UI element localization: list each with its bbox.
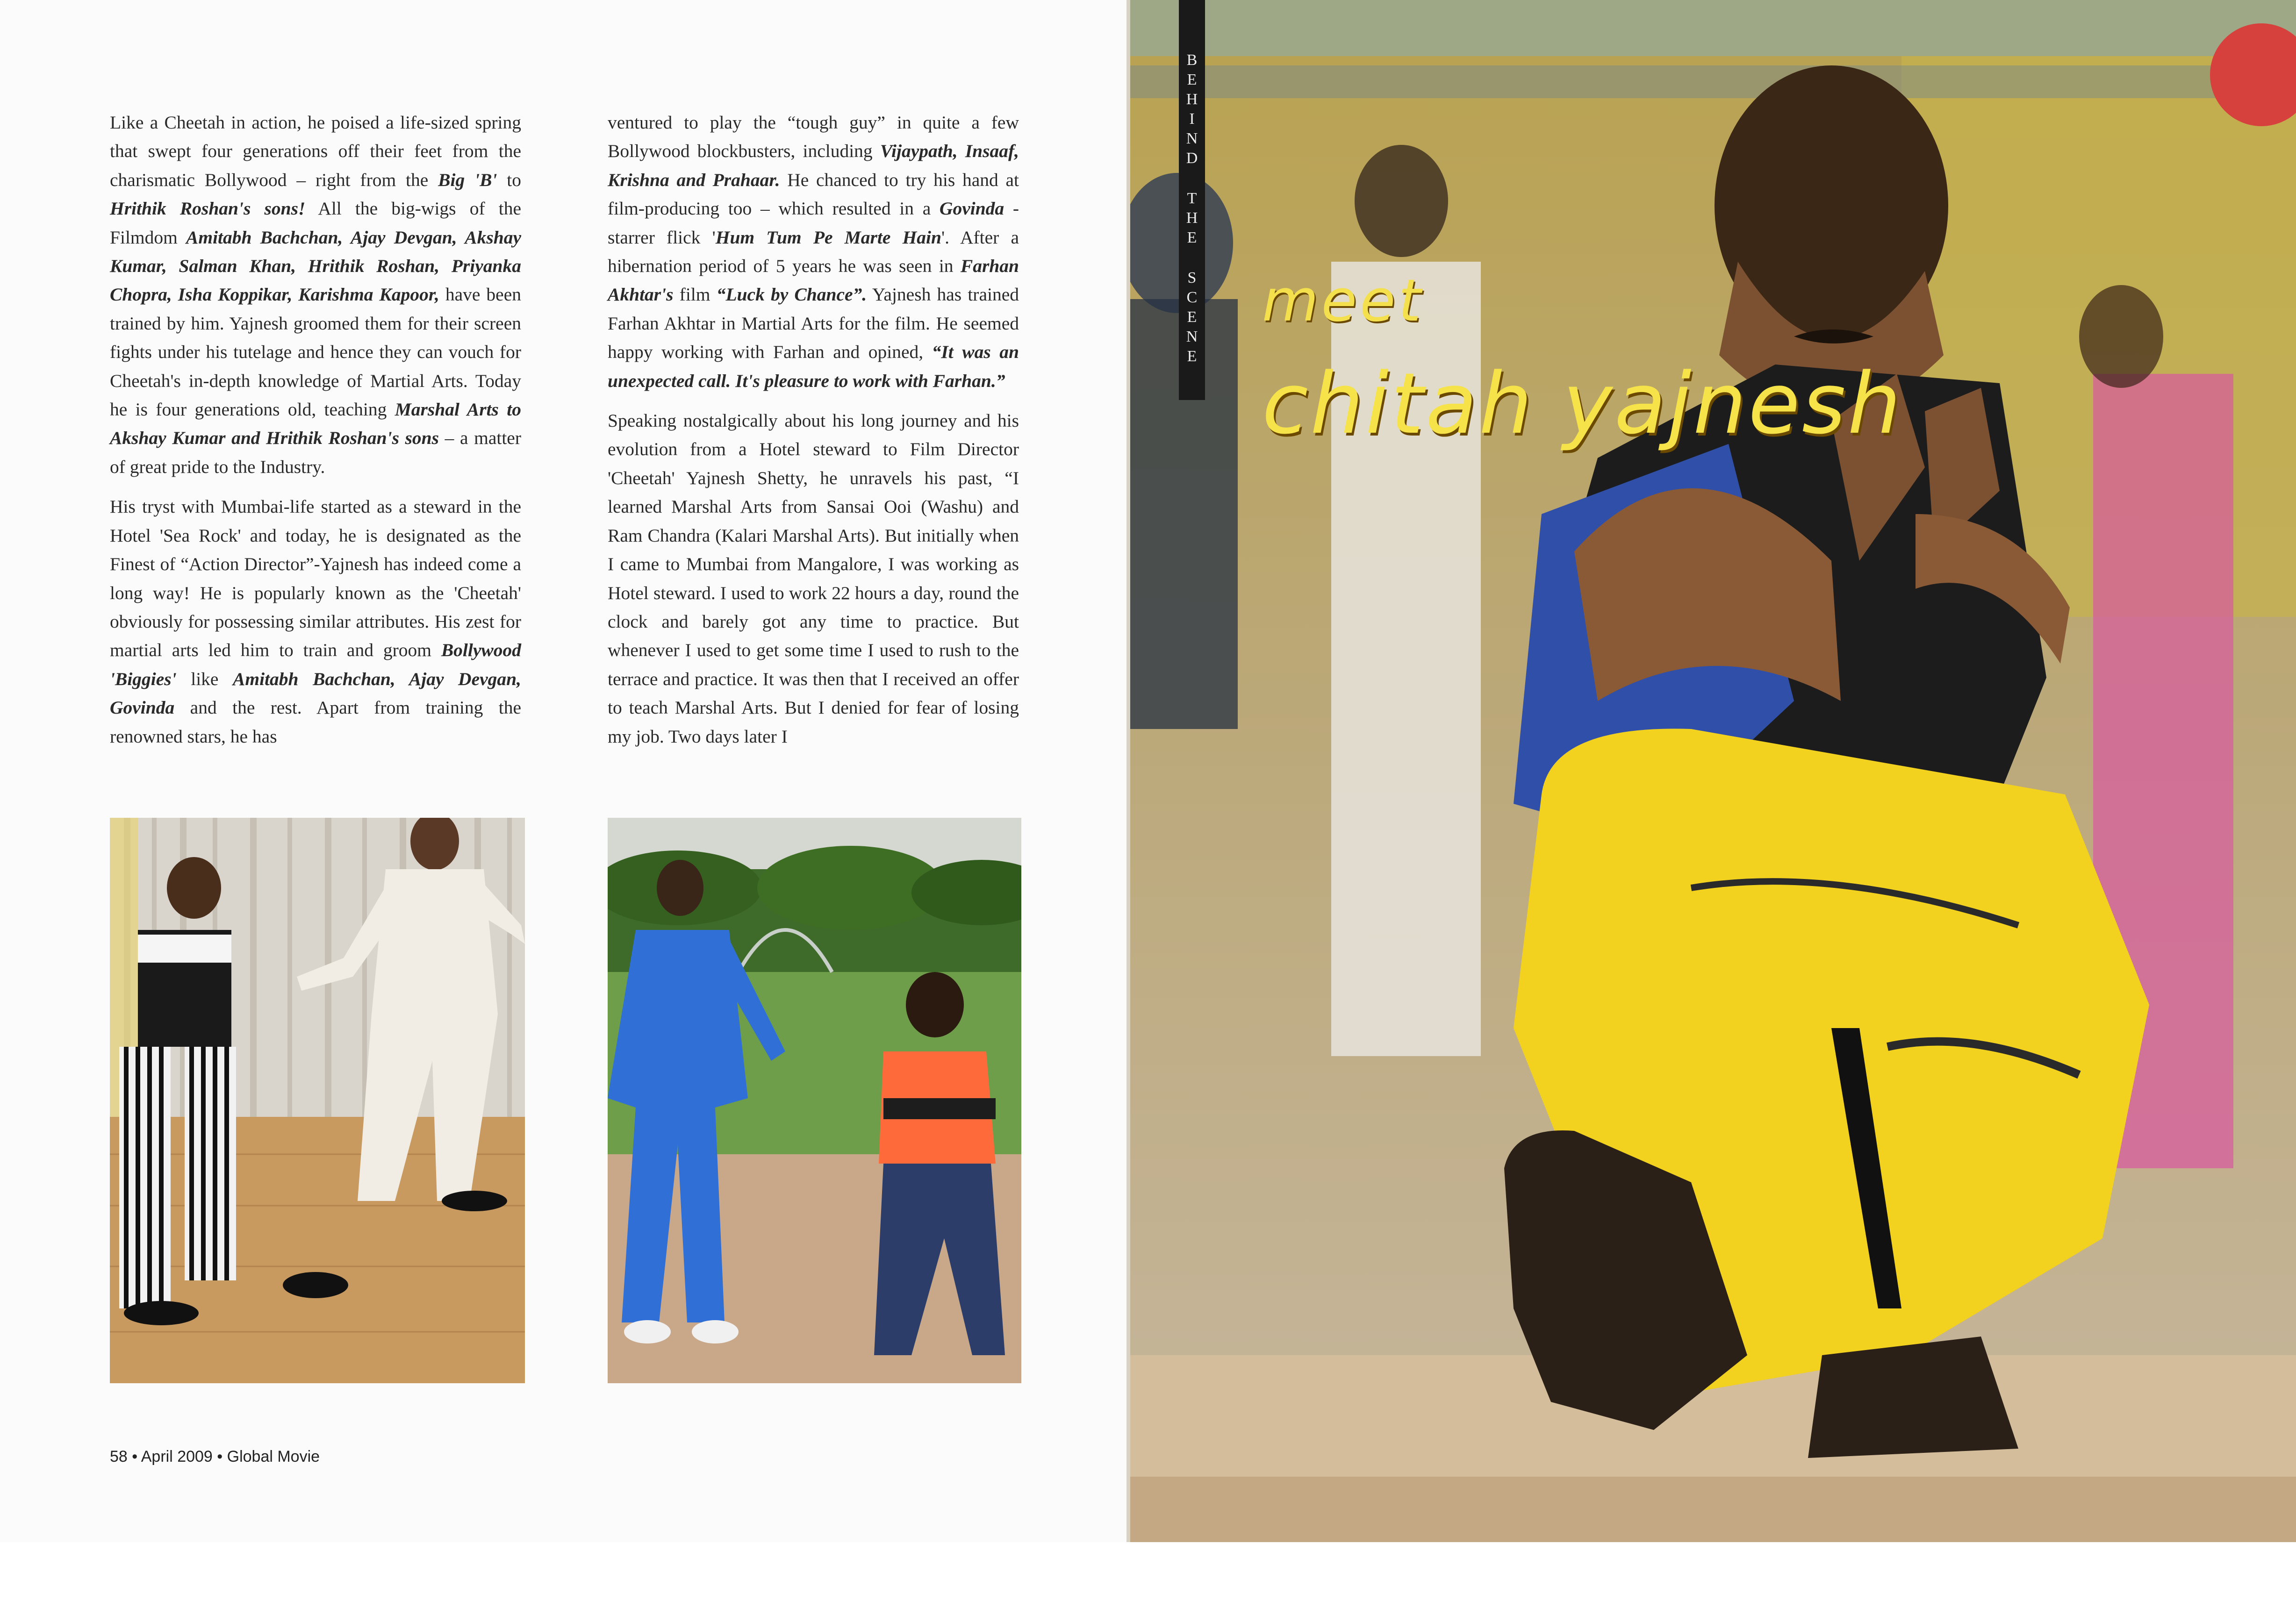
page-folio: 58 • April 2009 • Global Movie [110,1448,320,1465]
emphasis-text: Farhan Akhtar's [608,256,1019,305]
emphasis-text: “It was an unexpected call. It's pleasure to work with Farhan.” [608,342,1019,391]
sidebar-letter: E [1187,229,1197,246]
sidebar-letter: B [1186,51,1198,69]
photo-studio-training [110,818,525,1383]
sidebar-letter: N [1186,328,1198,345]
sidebar-letter: E [1187,71,1197,88]
headline-meet: meet [1262,267,1424,335]
sidebar-letter: D [1186,150,1198,167]
article-paragraph: His tryst with Mumbai-life started as a steward in the Hotel 'Sea Rock' and today, he is designated as the Finest of “Action Director”-Yajnesh has indeed come a long way! He is popularly known as the 'Cheetah' obviously for possessing similar attributes. His zest for martial arts led him to train and groom Bollywood 'Biggies' like Amitabh Bachchan, Ajay Devgan, Govinda and the rest. Apart from training the renowned stars, he has [110,496,521,747]
sidebar-letter: E [1187,308,1197,326]
article-column-2 [608,108,1019,762]
sidebar-letter: C [1186,289,1198,306]
emphasis-text: Bollywood 'Biggies' [110,640,521,689]
photo-studio-training-image [110,818,525,1383]
emphasis-text: Hrithik Roshan's sons! [110,198,306,219]
article-paragraph: Like a Cheetah in action, he poised a life-sized spring that swept four generations off their feet from the charismatic Bollywood – right from the Big 'B' to Hrithik Roshan's sons! All the big-wigs of the Filmdom Amitabh Bachchan, Ajay Devgan, Akshay Kumar, Salman Khan, Hrithik Roshan, Priyanka Chopra, Isha Koppikar, Karishma Kapoor, have been trained by him. Yajnesh groomed them for their screen fights under his tutelage and hence they can vouch for Cheetah's in-depth knowledge of Martial Arts. Today he is four generations old, teaching Marshal Arts to Akshay Kumar and Hrithik Roshan's sons – a matter of great pride to the Industry. [110,112,521,477]
emphasis-text: “Luck by Chance”. [716,284,867,305]
emphasis-text: Amitabh Bachchan, Ajay Devgan, Akshay Kumar, Salman Khan, Hrithik Roshan, Priyanka Chopra, Isha Koppikar, Karishma Kapoor, [110,227,521,305]
sidebar-letter: H [1186,209,1198,227]
article-column-1 [110,108,521,762]
sidebar-letter: S [1187,269,1197,286]
emphasis-text: Marshal Arts to Akshay Kumar and Hrithik Roshan's sons [110,399,521,449]
article-paragraph: ventured to play the “tough guy” in quite a few Bollywood blockbusters, including Vijaypath, Insaaf, Krishna and Prahaar. He chanced to try his hand at film-producing too – which resulted in a Govinda - starrer flick 'Hum Tum Pe Marte Hain'. After a hibernation period of 5 years he was seen in Farhan Akhtar's film “Luck by Chance”. Yajnesh has trained Farhan Akhtar in Martial Arts for the film. He seemed happy working with Farhan and opined, “It was an unexpected call. It's pleasure to work with Farhan.” [608,112,1019,391]
sidebar-letter: I [1189,110,1195,128]
photo-outdoor-training-image [608,818,1021,1383]
behind-the-scene-label [1179,0,1205,400]
sidebar-letter: N [1186,130,1198,147]
left-page [0,0,1126,1542]
emphasis-text: Hum Tum Pe Marte Hain [715,227,941,248]
hero-photo-image [1130,0,2296,1542]
sidebar-letter: T [1187,190,1197,207]
article-paragraph: Speaking nostalgically about his long journey and his evolution from a Hotel steward to Film Director 'Cheetah' Yajnesh Shetty, he unravels his past, “I learned Marshal Arts from Sansai Ooi (Washu) and Ram Chandra (Kalari Marshal Arts). But initially when I came to Mumbai from Mangalore, I was working as Hotel steward. I used to work 22 hours a day, round the clock and barely got any time to practice. But whenever I used to get some time I used to rush to the terrace and practice. It was then that I received an offer to teach Marshal Arts. But I denied for fear of losing my job. Two days later I [608,410,1019,747]
emphasis-text: Amitabh Bachchan, Ajay Devgan, Govinda [110,668,521,718]
headline-name: chitah yajnesh [1262,355,1903,453]
emphasis-text: Vijaypath, Insaaf, Krishna and Prahaar. [608,141,1019,190]
right-page-hero-photo [1130,0,2296,1542]
photo-outdoor-training [608,818,1021,1383]
emphasis-text: Govinda [939,198,1004,219]
sidebar-letter: E [1187,348,1197,365]
emphasis-text: Big 'B' [438,169,497,190]
sidebar-letter: H [1186,91,1198,108]
